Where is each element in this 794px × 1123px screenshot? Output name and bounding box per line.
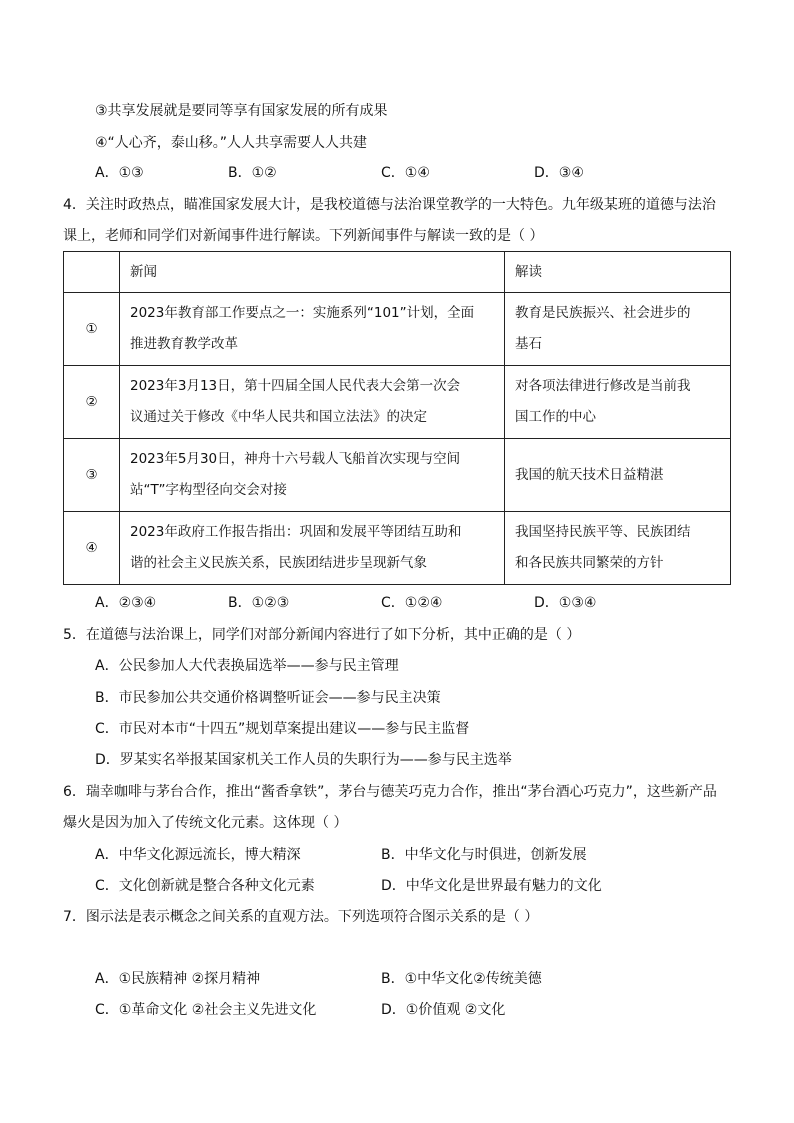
table-header-empty	[64, 252, 120, 293]
table-row	[64, 366, 731, 439]
q4-stem-line-2: 课上，老师和同学们对新闻事件进行解读。下列新闻事件与解读一致的是（ ）	[63, 228, 544, 244]
q7-option-b: B．①中华文化②传统美德	[381, 971, 542, 987]
news-text: 谐的社会主义民族关系，民族团结进步呈现新气象	[130, 555, 427, 571]
reading-text: 基石	[515, 336, 542, 352]
row-number: ③	[64, 439, 120, 512]
q4-option-a: A．②③④	[95, 595, 157, 611]
table-header-reading: 解读	[505, 252, 731, 293]
news-cell	[120, 439, 505, 512]
news-text: 2023年3月13日，第十四届全国人民代表大会第一次会	[130, 378, 461, 394]
q4-stem-line-1: 4．关注时政热点，瞄准国家发展大计，是我校道德与法治课堂教学的一大特色。九年级某班的道德与法治	[63, 197, 716, 213]
news-cell	[120, 366, 505, 439]
reading-text: 我国坚持民族平等、民族团结	[515, 524, 691, 540]
q3-statement-3: ③共享发展就是要同等享有国家发展的所有成果	[95, 103, 388, 119]
q6-option-a: A．中华文化源远流长，博大精深	[95, 847, 301, 863]
news-cell	[120, 512, 505, 585]
q3-option-c: C．①④	[381, 165, 430, 181]
q7-stem: 7．图示法是表示概念之间关系的直观方法。下列选项符合图示关系的是（ ）	[63, 909, 539, 925]
reading-text: 教育是民族振兴、社会进步的	[515, 305, 691, 321]
table-row	[64, 512, 731, 585]
q4-option-d: D．①③④	[534, 595, 597, 611]
row-number: ②	[64, 366, 120, 439]
q6-option-c: C．文化创新就是整合各种文化元素	[95, 878, 315, 894]
q6-option-d: D．中华文化是世界最有魅力的文化	[381, 878, 602, 894]
q3-statement-4: ④“人心齐，泰山移。”人人共享需要人人共建	[95, 135, 368, 151]
q3-option-b: B．①②	[228, 165, 277, 181]
q7-option-d: D．①价值观 ②文化	[381, 1002, 506, 1018]
table-header-news: 新闻	[120, 252, 505, 293]
q5-stem: 5．在道德与法治课上，同学们对部分新闻内容进行了如下分析，其中正确的是（ ）	[63, 627, 581, 643]
q7-option-c: C．①革命文化 ②社会主义先进文化	[95, 1002, 317, 1018]
q5-option-b: B．市民参加公共交通价格调整听证会——参与民主决策	[95, 690, 441, 706]
news-text: 2023年政府工作报告指出：巩固和发展平等团结互助和	[130, 524, 462, 540]
q6-option-b: B．中华文化与时俱进，创新发展	[381, 847, 587, 863]
reading-text: 我国的航天技术日益精湛	[515, 466, 664, 483]
reading-cell	[505, 439, 731, 512]
reading-cell	[505, 512, 731, 585]
table-row	[64, 293, 731, 366]
news-text: 推进教育教学改革	[130, 336, 238, 352]
q3-option-d: D．③④	[534, 165, 584, 181]
q4-option-b: B．①②③	[228, 595, 290, 611]
reading-text: 和各民族共同繁荣的方针	[515, 555, 664, 571]
reading-text: 国工作的中心	[515, 409, 596, 425]
q3-option-a: A．①③	[95, 165, 144, 181]
reading-text: 对各项法律进行修改是当前我	[515, 378, 691, 394]
news-text: 2023年教育部工作要点之一：实施系列“101”计划，全面	[130, 305, 475, 321]
q5-option-a: A．公民参加人大代表换届选举——参与民主管理	[95, 658, 399, 674]
q5-option-c: C．市民对本市“十四五”规划草案提出建议——参与民主监督	[95, 721, 470, 737]
news-text: 站“T”字构型径向交会对接	[130, 482, 287, 498]
news-text: 议通过关于修改《中华人民共和国立法法》的决定	[130, 409, 427, 425]
q6-stem-line-1: 6．瑞幸咖啡与茅台合作，推出“酱香拿铁”，茅台与德芙巧克力合作，推出“茅台酒心巧克力”，这些新产品	[63, 784, 717, 800]
reading-cell	[505, 366, 731, 439]
q5-option-d: D．罗某实名举报某国家机关工作人员的失职行为——参与民主选举	[95, 752, 512, 768]
q6-stem-line-2: 爆火是因为加入了传统文化元素。这体现（ ）	[63, 815, 348, 831]
news-cell	[120, 293, 505, 366]
table-row	[64, 439, 731, 512]
table-header-row	[64, 252, 731, 293]
row-number: ①	[64, 293, 120, 366]
news-table	[63, 251, 731, 585]
reading-cell	[505, 293, 731, 366]
news-text: 2023年5月30日，神舟十六号载人飞船首次实现与空间	[130, 451, 461, 467]
q7-option-a: A．①民族精神 ②探月精神	[95, 971, 261, 987]
row-number: ④	[64, 512, 120, 585]
q4-option-c: C．①②④	[381, 595, 443, 611]
